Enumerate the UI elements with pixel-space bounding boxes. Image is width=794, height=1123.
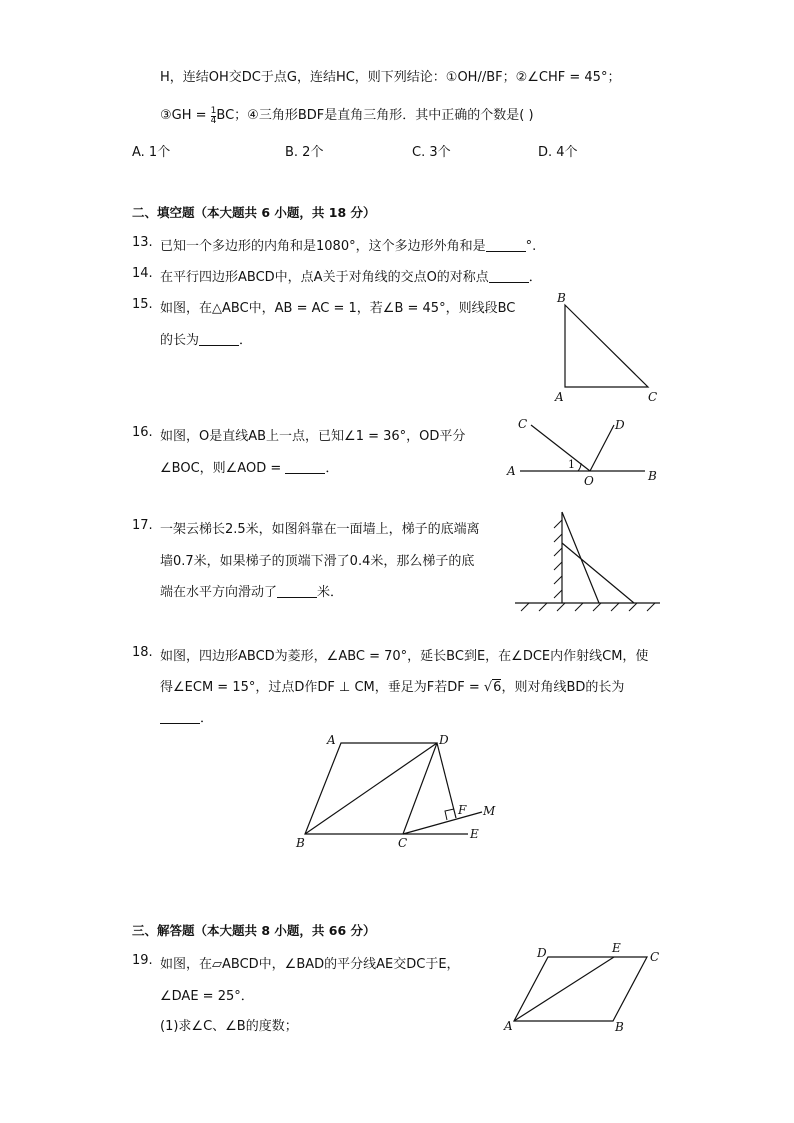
- q12-line2-b: BC；④三角形BDF是直角三角形．其中正确的个数是( ): [216, 108, 534, 123]
- q18-line2-b: ，则对角线BD的长为: [501, 680, 625, 695]
- label-d: D: [615, 418, 625, 432]
- q18-line3-end: ．: [200, 711, 214, 726]
- label-a: A: [504, 1019, 513, 1033]
- label-c: C: [650, 950, 660, 964]
- q13-text-a: 已知一个多边形的内角和是1080°，这个多边形外角和是: [160, 239, 486, 254]
- label-a: A: [507, 464, 516, 478]
- label-e: E: [470, 827, 479, 841]
- section-title-answer: 三、解答题（本大题共 8 小题，共 66 分）: [132, 923, 376, 938]
- section-title-fill-in: 二、填空题（本大题共 6 小题，共 18 分）: [132, 205, 376, 220]
- q16-line2-b: ．: [325, 461, 339, 476]
- label-b: B: [296, 836, 305, 850]
- label-e: E: [612, 941, 621, 955]
- q19-line3: (1)求∠C、∠B的度数；: [160, 1019, 298, 1034]
- label-f: F: [458, 803, 467, 817]
- q12-option-b: B. 2个: [285, 145, 324, 160]
- q13-text-b: °.: [525, 239, 537, 254]
- q16-line2-a: ∠BOC，则∠AOD =: [160, 461, 286, 476]
- q17-line2: 墙0.7米，如果梯子的顶端下滑了0.4米，那么梯子的底: [160, 554, 475, 569]
- label-m: M: [483, 804, 496, 818]
- q12-line2-a: ③GH =: [160, 108, 211, 123]
- q15-line2-a: 的长为: [160, 333, 200, 348]
- q16-line1: 如图，O是直线AB上一点，已知∠1 = 36°，OD平分: [160, 429, 466, 444]
- q12-option-a: A. 1个: [132, 145, 171, 160]
- label-a: A: [555, 390, 564, 404]
- label-c: C: [518, 417, 528, 431]
- bisector-ae: [514, 957, 614, 1021]
- label-b: B: [648, 469, 657, 483]
- label-b: B: [557, 291, 566, 305]
- label-d: D: [439, 733, 449, 747]
- label-b: B: [615, 1020, 624, 1034]
- parallelogram-abcd: [514, 957, 647, 1021]
- q15-number: 15.: [132, 297, 153, 312]
- q16-number: 16.: [132, 425, 153, 440]
- frac-den: 4: [210, 116, 217, 126]
- q18-number: 18.: [132, 645, 153, 660]
- q18-line2-a: 得∠ECM = 15°，过点D作DF ⊥ CM，垂足为F若DF = √: [160, 680, 493, 695]
- q12-line1: H，连结OH交DC于点G，连结HC，则下列结论：①OH//BF；②∠CHF = 45°；: [160, 70, 621, 85]
- label-d: D: [537, 946, 547, 960]
- sqrt-radicand: 6: [493, 680, 502, 695]
- label-c: C: [648, 390, 658, 404]
- q15-line2-b: ．: [239, 333, 253, 348]
- q19-line2: ∠DAE = 25°．: [160, 989, 254, 1004]
- q12-option-d: D. 4个: [538, 145, 578, 160]
- frac-num: 1: [210, 106, 217, 116]
- q14-number: 14.: [132, 266, 153, 281]
- q17-line3-b: 米．: [317, 585, 344, 600]
- q15-line1: 如图，在△ABC中，AB = AC = 1，若∠B = 45°，则线段BC: [160, 301, 516, 316]
- q12-option-c: C. 3个: [412, 145, 451, 160]
- q17-line1: 一架云梯长2.5米，如图斜靠在一面墙上，梯子的底端离: [160, 522, 480, 537]
- q14-text-a: 在平行四边形ABCD中，点A关于对角线的交点O的对称点: [160, 270, 489, 285]
- q19-line1: 如图，在▱ABCD中，∠BAD的平分线AE交DC于E，: [160, 957, 460, 972]
- q17-number: 17.: [132, 518, 153, 533]
- label-a: A: [327, 733, 336, 747]
- label-c: C: [398, 836, 408, 850]
- q14-text-b: ．: [528, 270, 542, 285]
- q17-line3-a: 端在水平方向滑动了: [160, 585, 278, 600]
- label-o: O: [584, 474, 594, 488]
- q13-number: 13.: [132, 235, 153, 250]
- label-angle-1: 1: [568, 458, 575, 471]
- q18-line1: 如图，四边形ABCD为菱形，∠ABC = 70°，延长BC到E，在∠DCE内作射线CM，使: [160, 649, 649, 664]
- q19-number: 19.: [132, 953, 153, 968]
